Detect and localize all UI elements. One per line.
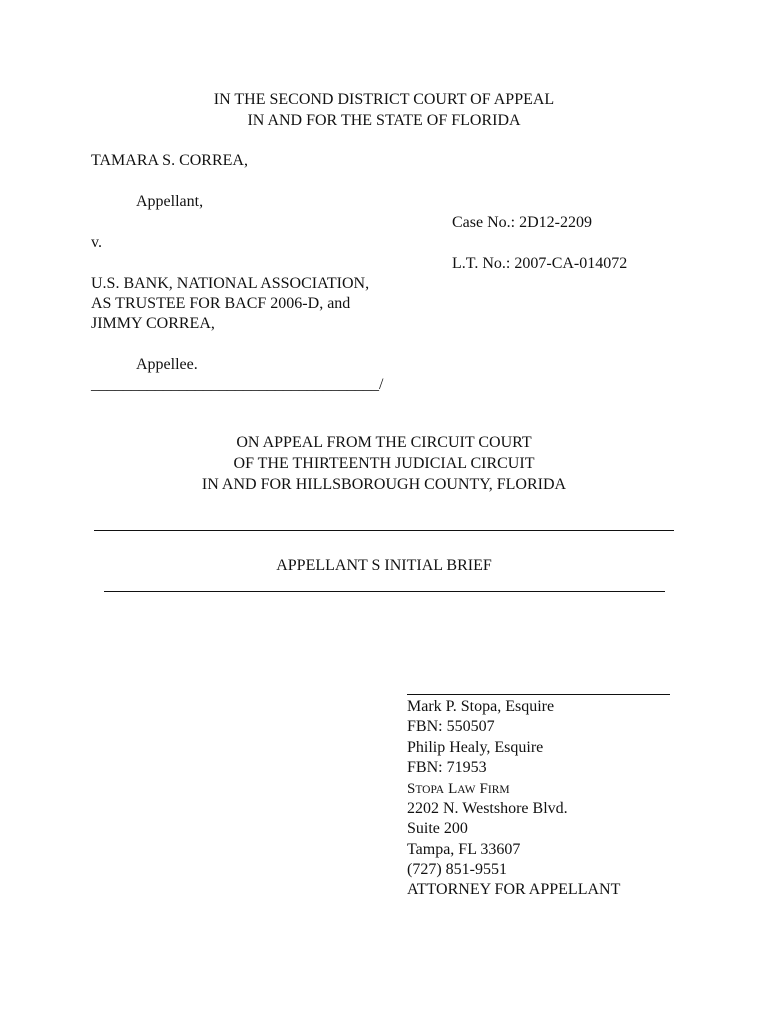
firm-initial-1: S: [407, 781, 416, 797]
versus-label: v.: [91, 234, 102, 251]
firm-phone: (727) 851-9551: [407, 861, 507, 878]
firm-initial-2: L: [448, 781, 458, 797]
case-number: Case No.: 2D12-2209: [452, 214, 592, 231]
attorney-fbn-1: FBN: 550507: [407, 718, 495, 735]
firm-address-line-3: Tampa, FL 33607: [407, 841, 521, 858]
appellant-name: TAMARA S. CORREA,: [91, 152, 248, 169]
firm-initial-3: F: [479, 781, 488, 797]
firm-address-line-2: Suite 200: [407, 820, 468, 837]
appellee-role: Appellee.: [136, 356, 198, 373]
appellee-name-line-3: JIMMY CORREA,: [91, 315, 215, 332]
court-name-line-1: IN THE SECOND DISTRICT COURT OF APPEAL: [213, 91, 555, 108]
attorney-name-2: Philip Healy, Esquire: [407, 739, 544, 756]
attorney-role: ATTORNEY FOR APPELLANT: [407, 881, 621, 898]
title-top-rule: [94, 530, 674, 531]
attorney-name-1: Mark P. Stopa, Esquire: [407, 698, 555, 715]
attorney-fbn-2: FBN: 71953: [407, 759, 487, 776]
signature-line: [407, 694, 670, 695]
lower-tribunal-number: L.T. No.: 2007-CA-014072: [452, 255, 628, 272]
appeal-origin-line-2: OF THE THIRTEENTH JUDICIAL CIRCUIT: [233, 455, 535, 472]
court-name-line-2: IN AND FOR THE STATE OF FLORIDA: [247, 112, 521, 129]
brief-title: APPELLANT S INITIAL BRIEF: [276, 557, 492, 574]
appeal-origin-line-3: IN AND FOR HILLSBOROUGH COUNTY, FLORIDA: [201, 476, 567, 493]
appellee-name-line-1: U.S. BANK, NATIONAL ASSOCIATION,: [91, 275, 370, 292]
firm-word-3-rest: IRM: [487, 784, 510, 796]
caption-closing-rule: ____________________________________/: [91, 376, 384, 393]
firm-word-1-rest: TOPA: [415, 784, 445, 796]
appellee-name-line-2: AS TRUSTEE FOR BACF 2006-D, and: [91, 295, 351, 312]
law-firm-name: [407, 779, 510, 800]
title-bottom-rule: [104, 591, 665, 592]
appellant-role: Appellant,: [136, 193, 204, 210]
firm-word-2-rest: AW: [457, 784, 476, 796]
appeal-origin-line-1: ON APPEAL FROM THE CIRCUIT COURT: [236, 434, 532, 451]
firm-address-line-1: 2202 N. Westshore Blvd.: [407, 800, 568, 817]
